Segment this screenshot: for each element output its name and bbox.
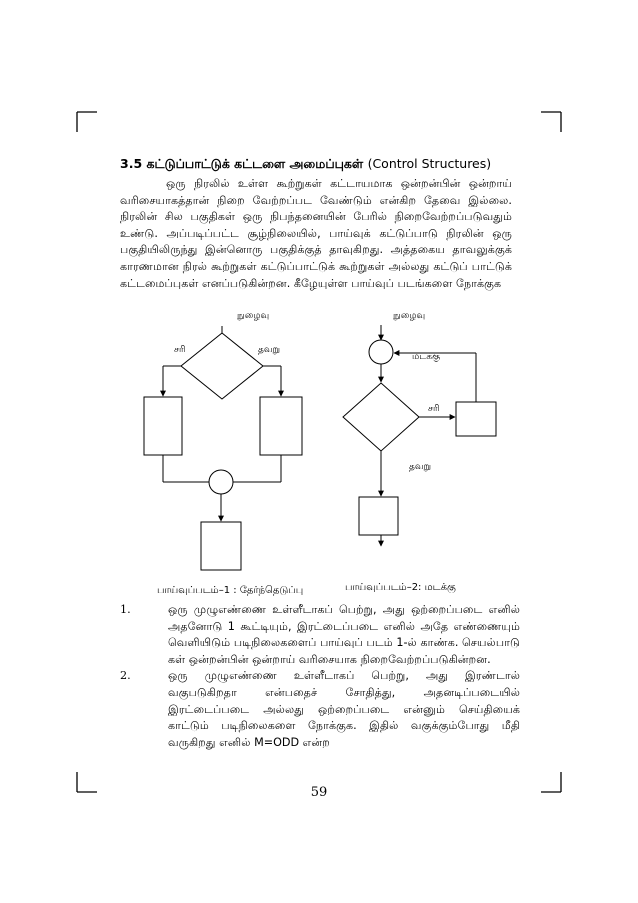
list-item — [120, 668, 520, 751]
d2-output-box — [359, 497, 398, 535]
d1-connector-circle — [209, 470, 233, 494]
d1-true-process-box — [144, 397, 182, 455]
d1-true-label: சரி — [174, 345, 186, 355]
intro-paragraph-text: ஒரு நிரலில் உள்ள கூற்றுகள் கட்டாயமாக ஒன்றன்பின் ஒன்றாய் வரிசையாகத்தான் நிறை வேற்றப்பட வேண்டும் என்கிற தேவை இல்லை. நிரலின் சில பகுதிகள் ஒரு நிபந்தனையின் பேரில் நிறைவேற்றப்படுவதும் உண்டு. அப்படிப்பட்ட சூழ்நிலையில், பாய்வுக் கட்டுப்பாடு நிரலின் ஒரு பகுதியிலிருந்து இன்னொரு பகுதிக்குத் தாவுகிறது. அத்தகைய தாவலுக்குக் காரணமான நிரல் கூற்றுகள் கட்டுப்பாட்டுக் கூற்றுகள் அல்லது கட்டுப் பாட்டுக் கட்டமைப்புகள் எனப்படுகின்றன. கீழேயுள்ள பாய்வுப் படங்களை நோக்குக — [120, 177, 512, 290]
d2-false-label: தவறு — [409, 462, 431, 472]
d2-loop-body-box — [456, 402, 496, 436]
section-heading-title: 3.5 கட்டுப்பாட்டுக் கட்டளை அமைப்புகள் — [120, 156, 364, 171]
d1-caption: பாய்வுப்படம்–1 : தேர்ந்தெடுப்பு — [157, 585, 304, 596]
d2-loop-label: மடக்கு — [412, 352, 441, 362]
d2-entry-label: நுழைவு — [393, 311, 426, 321]
d1-output-box — [201, 522, 241, 570]
d1-false-process-box — [260, 397, 302, 455]
d2-connector-circle — [369, 340, 393, 364]
list-item-number: 2. — [120, 669, 131, 683]
numbered-list — [120, 602, 520, 751]
d1-entry-label: நுழைவு — [237, 311, 270, 321]
d2-decision-diamond — [343, 383, 419, 451]
d2-true-label: சரி — [428, 404, 440, 414]
list-item-text: ஒரு முழுஎண்ணை உள்ளீடாகப் பெற்று, அது ஒற்றைப்படை எனில் அதனோடு 1 கூட்டியும், இரட்டைப்படை எனில் அதே எண்ணையும் வெளியிடும் படிநிலைகளைப் பாய்வுப் படம் 1-ல் காண்க. செயல்பாடு கள் ஒன்றன்பின் ஒன்றாய் வரிசையாக நிறைவேற்றப்படுகின்றன. — [168, 603, 520, 666]
list-item-number: 1. — [120, 603, 131, 616]
d1-decision-diamond — [181, 333, 263, 399]
list-item-text: ஒரு முழுஎண்ணை உள்ளீடாகப் பெற்று, அது இரண்டால் வகுபடுகிறதா என்பதைச் சோதித்து, அதனடிப்படையில் இரட்டைப்படை அல்லது ஒற்றைப்படை என்னும் செய்தியைக் காட்டும் படிநிலைகளை நோக்குக. இதில் வகுக்கும்போது மீதி வருகிறது எனில் M=ODD என்ற — [168, 669, 520, 749]
section-heading-english: (Control Structures) — [367, 156, 492, 171]
page-number: 59 — [310, 785, 328, 800]
d2-caption: பாய்வுப்படம்–2: மடக்கு — [345, 582, 456, 593]
d1-false-label: தவறு — [258, 345, 280, 355]
list-item — [120, 602, 520, 668]
